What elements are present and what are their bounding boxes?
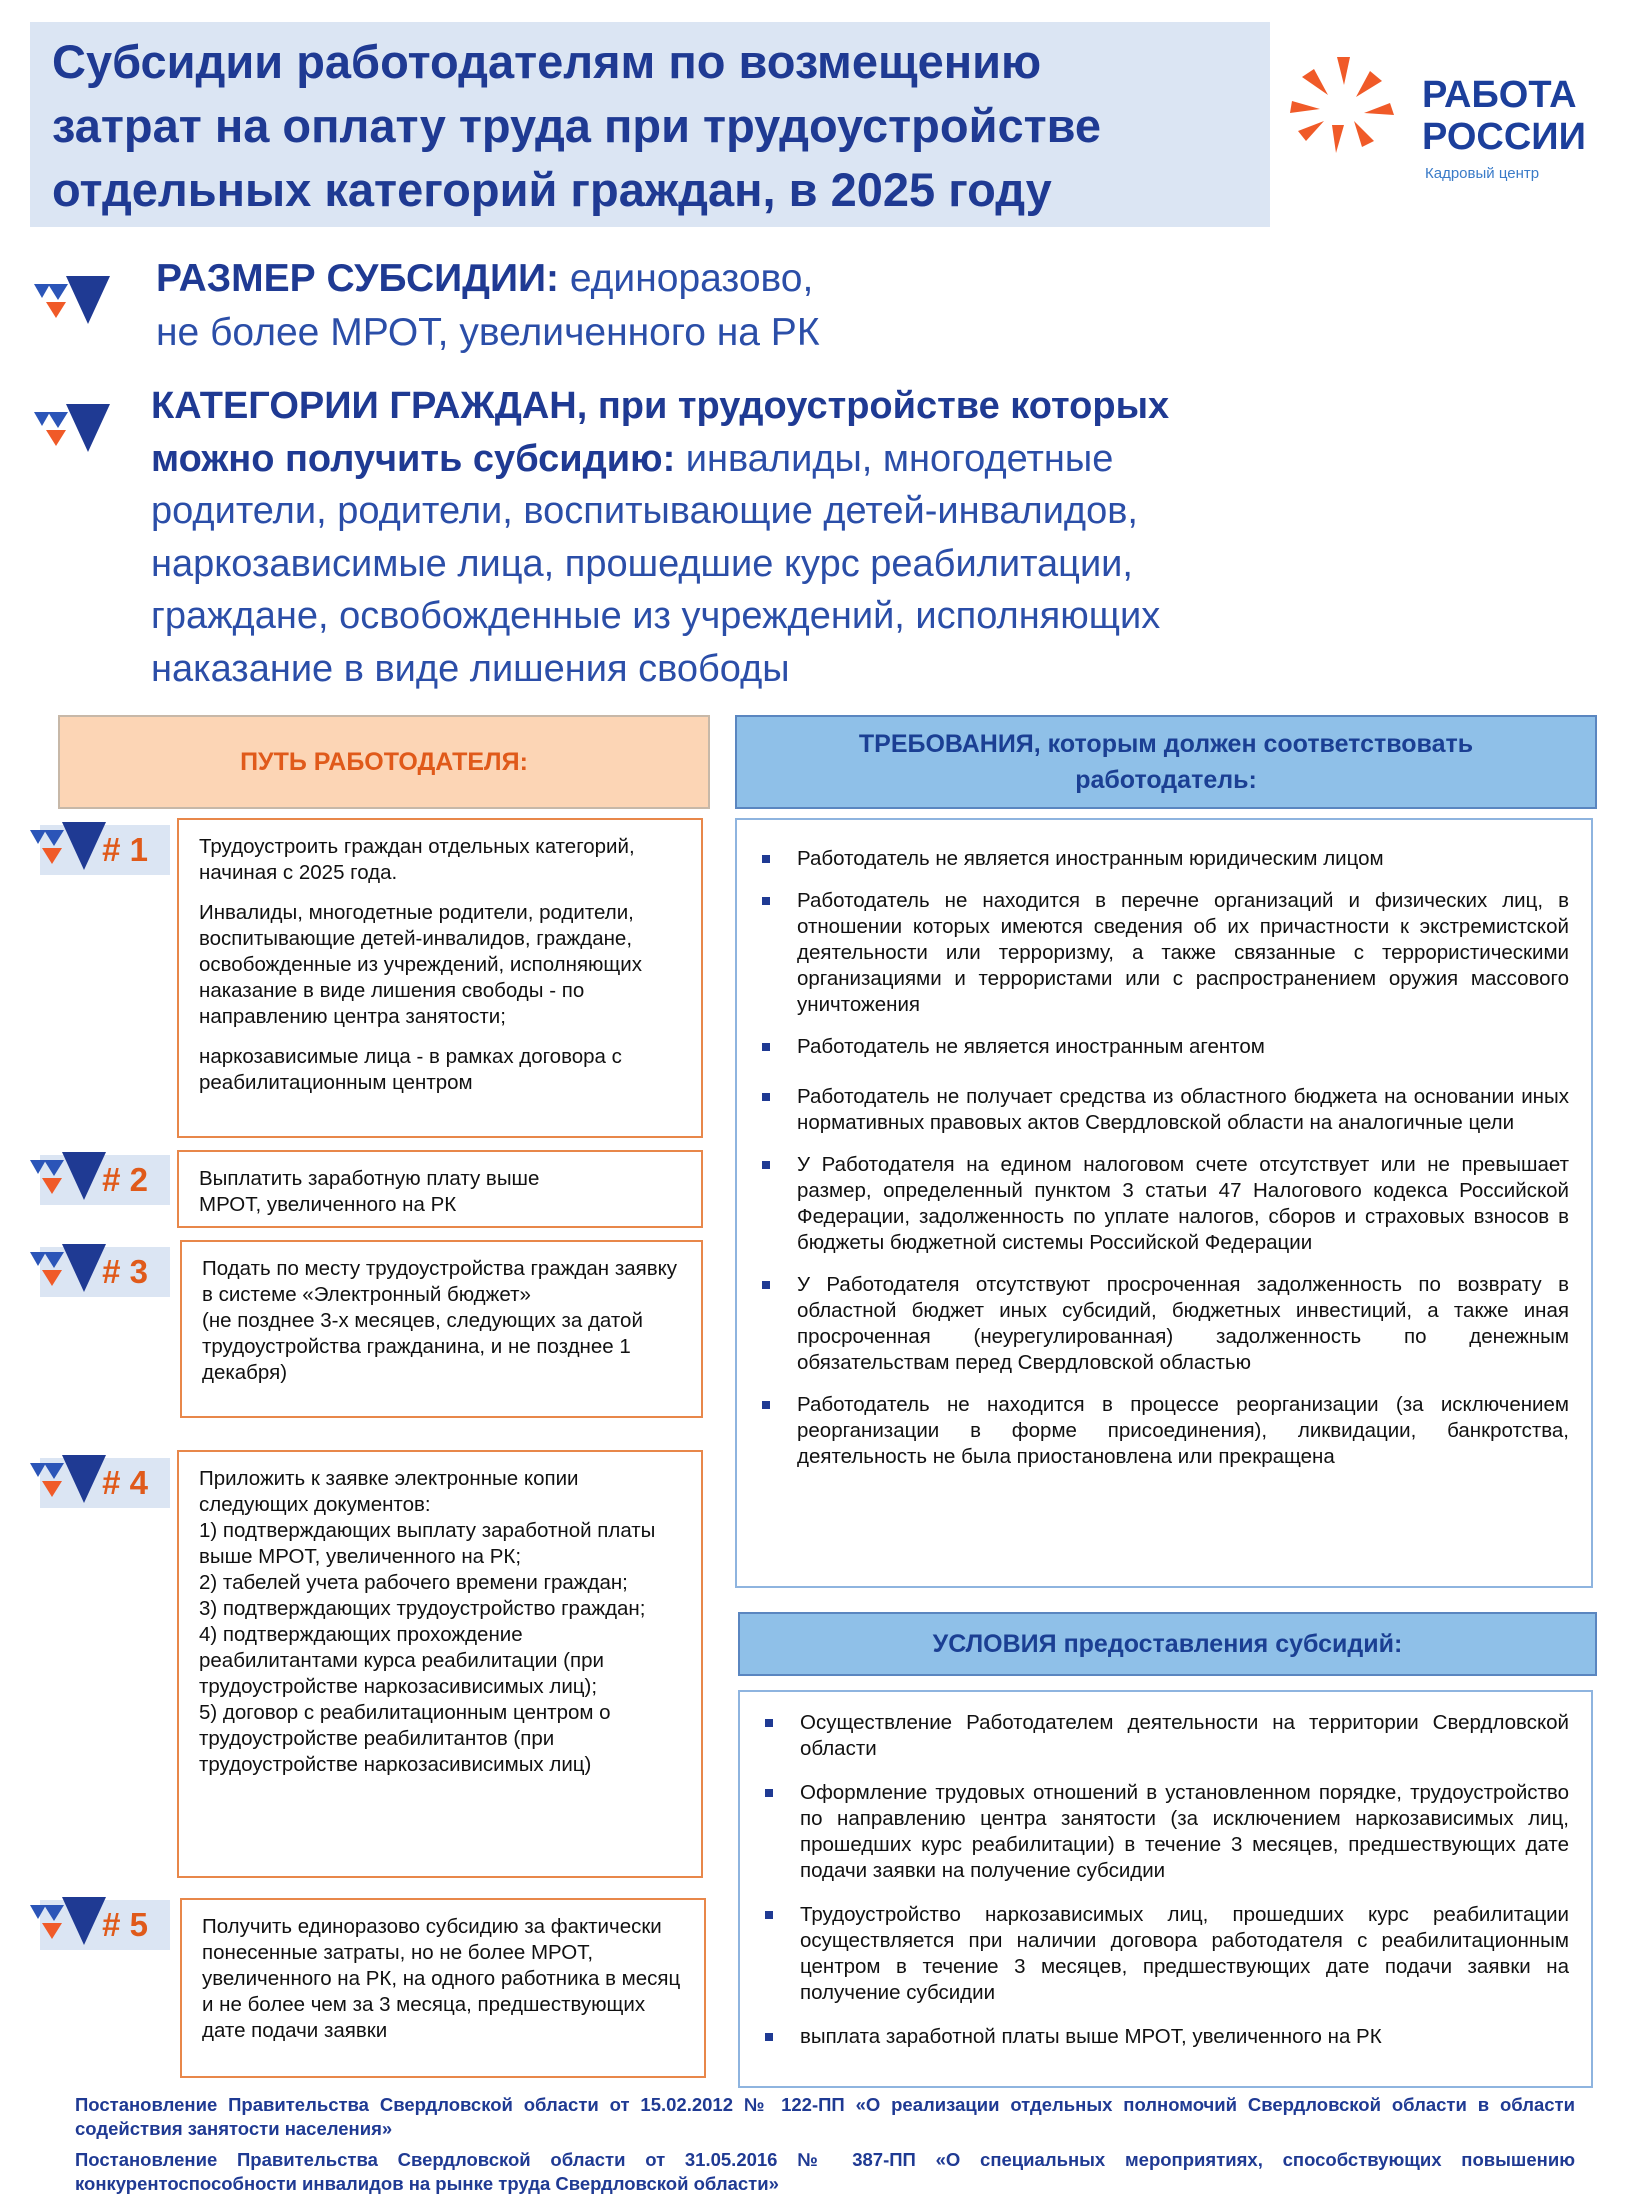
subsidy-size-heading: РАЗМЕР СУБСИДИИ: (156, 257, 559, 300)
conditions-heading: УСЛОВИЯ предоставления субсидий: (932, 1630, 1403, 1658)
categories-heading-2: можно получить субсидию: (151, 437, 676, 480)
logo-star-icon (1282, 55, 1402, 155)
logo-word-1: РАБОТА (1422, 74, 1577, 116)
step-4-text-2: 1) подтверждающих выплату заработной платы выше МРОТ, увеличенного на РК; (199, 1519, 656, 1568)
conditions-list (738, 1690, 1593, 2088)
employer-path-heading: ПУТЬ РАБОТОДАТЕЛЯ: (240, 747, 528, 776)
categories-text-3: родители, родители, воспитывающие детей-инвалидов, (151, 490, 1138, 532)
step-2-text-1: Выплатить заработную плату выше МРОТ, увеличенного на РК (199, 1167, 540, 1216)
rabota-rossii-logo (1282, 55, 1622, 195)
categories-heading-1: КАТЕГОРИИ ГРАЖДАН, при трудоустройстве которых (151, 385, 1170, 427)
step-number-label: # 3 (102, 1253, 148, 1290)
requirement-item: Работодатель не является иностранным агентом (737, 1034, 1569, 1060)
step-1-text-3: наркозависимые лица - в рамках договора с реабилитационным центром (199, 1045, 622, 1094)
requirement-item: Работодатель не находится в перечне организаций и физических лиц, в отношении которых имеются сведения об их причастности к экстремистской деятельности или терроризму, а также связанные с террористическими организациями и террористами или с распространением оружия массового уничтожения (737, 888, 1569, 1018)
logo-word-2: РОССИИ (1422, 116, 1586, 158)
step-4-text-1: Приложить к заявке электронные копии следующих документов: (199, 1467, 579, 1516)
employer-path-header (58, 715, 710, 809)
requirements-list (735, 818, 1593, 1588)
triangle-marker-icon (28, 1238, 108, 1300)
requirement-item: У Работодателя на едином налоговом счете отсутствует или не превышает размер, определенный пунктом 3 статьи 47 Налогового кодекса Российской Федерации, задолженность по уплате налогов, сборов и страховых взносов в бюджеты бюджетной системы Российской Федерации (737, 1152, 1569, 1256)
requirements-header (735, 715, 1597, 809)
categories-block (151, 380, 1611, 695)
title-line-1: Субсидии работодателям по возмещению (52, 35, 1042, 88)
requirement-item: Работодатель не получает средства из областного бюджета на основании иных нормативных правовых актов Свердловской области на аналогичные цели (737, 1084, 1569, 1136)
subsidy-size-block (156, 252, 1256, 360)
requirement-item: У Работодателя отсутствуют просроченная задолженность по возврату в областной бюджет иных субсидий, бюджетных инвестиций, а также иная просроченная (неурегулированная) задолженность по денежным обязательствам перед Свердловской областью (737, 1272, 1569, 1376)
requirements-heading: ТРЕБОВАНИЯ, которым должен соответствовать работодатель: (858, 730, 1474, 794)
step-4-text-5: 4) подтверждающих прохождение реабилитантами курса реабилитации (при трудоустройстве наркозасивисимых лиц); (199, 1623, 604, 1698)
step-1-box (177, 818, 703, 1138)
step-4-text-4: 3) подтверждающих трудоустройство граждан; (199, 1597, 646, 1620)
logo-subtitle: Кадровый центр (1425, 165, 1540, 182)
step-3-text-1: Подать по месту трудоустройства граждан заявку в системе «Электронный бюджет» (202, 1257, 678, 1306)
step-3-text-2: (не позднее 3-х месяцев, следующих за датой трудоустройства гражданина, и не позднее 1 декабря) (202, 1309, 643, 1384)
condition-item: выплата заработной платы выше МРОТ, увеличенного на РК (740, 2024, 1569, 2050)
condition-item: Трудоустройство наркозависимых лиц, прошедших курс реабилитации осуществляется при наличии договора работодателя с реабилитационным центром в течение 3 месяцев, предшествующих дате подачи заявки на получение субсидии (740, 1902, 1569, 2006)
step-1-text-1: Трудоустроить граждан отдельных категорий, начиная с 2025 года. (199, 835, 635, 884)
footer-reference-1: Постановление Правительства Свердловской области от 15.02.2012 № 122-ПП «О реализации отдельных полномочий Свердловской области в области содействия занятости населения» (75, 2094, 1575, 2139)
triangle-marker-icon (28, 1146, 108, 1208)
triangle-marker-icon (28, 1449, 108, 1511)
step-number-label: # 2 (102, 1161, 148, 1198)
triangle-marker-icon (32, 398, 112, 460)
title-line-2: затрат на оплату труда при трудоустройстве (52, 99, 1102, 152)
step-1-text-2: Инвалиды, многодетные родители, родители, воспитывающие детей-инвалидов, граждане, освобожденные из учреждений, исполняющих наказание в виде лишения свободы - по направлению центра занятости; (199, 901, 642, 1028)
step-5-text-1: Получить единоразово субсидию за фактически понесенные затраты, но не более МРОТ, увеличенного на РК, на одного работника в месяц и не более чем за 3 месяца, предшествующих дате подачи заявки (202, 1915, 681, 2042)
footer-reference-2: Постановление Правительства Свердловской области от 31.05.2016 № 387-ПП «О специальных мероприятиях, способствующих повышению конкурентоспособности инвалидов на рынке труда Свердловской области» (75, 2149, 1575, 2194)
title-line-3: отдельных категорий граждан, в 2025 году (52, 163, 1052, 216)
step-4-box (177, 1450, 703, 1878)
step-number-label: # 4 (102, 1464, 148, 1501)
requirement-item: Работодатель не находится в процессе реорганизации (за исключением реорганизации в форме присоединения), ликвидации, банкротства, деятельность не была приостановлена или прекращена (737, 1392, 1569, 1470)
categories-text-5: граждане, освобожденные из учреждений, исполняющих (151, 595, 1161, 637)
step-number-label: # 5 (102, 1906, 148, 1943)
categories-text-6: наказание в виде лишения свободы (151, 647, 790, 690)
categories-text-2: инвалиды, многодетные (675, 437, 1114, 480)
subsidy-size-text-1: единоразово, (559, 257, 814, 300)
page-title (52, 30, 1272, 222)
step-3-box (180, 1240, 703, 1418)
subsidy-size-text-2: не более МРОТ, увеличенного на РК (156, 311, 820, 354)
categories-text-4: наркозависимые лица, прошедшие курс реабилитации, (151, 542, 1133, 585)
step-2-box (177, 1150, 703, 1228)
step-5-box (180, 1898, 706, 2078)
triangle-marker-icon (32, 270, 112, 332)
step-4-text-3: 2) табелей учета рабочего времени граждан; (199, 1571, 628, 1594)
condition-item: Осуществление Работодателем деятельности на территории Свердловской области (740, 1710, 1569, 1762)
condition-item: Оформление трудовых отношений в установленном порядке, трудоустройство по направлению центра занятости (за исключением наркозависимых лиц, прошедших курс реабилитации) в течение 3 месяцев, предшествующих дате подачи заявки на получение субсидии (740, 1780, 1569, 1884)
step-4-text-6: 5) договор с реабилитационным центром о трудоустройстве реабилитантов (при трудоустройстве наркозасивисимых лиц) (199, 1701, 611, 1776)
triangle-marker-icon (28, 816, 108, 878)
step-number-label: # 1 (102, 831, 148, 868)
requirement-item: Работодатель не является иностранным юридическим лицом (737, 846, 1569, 872)
conditions-header (738, 1612, 1597, 1676)
triangle-marker-icon (28, 1891, 108, 1953)
